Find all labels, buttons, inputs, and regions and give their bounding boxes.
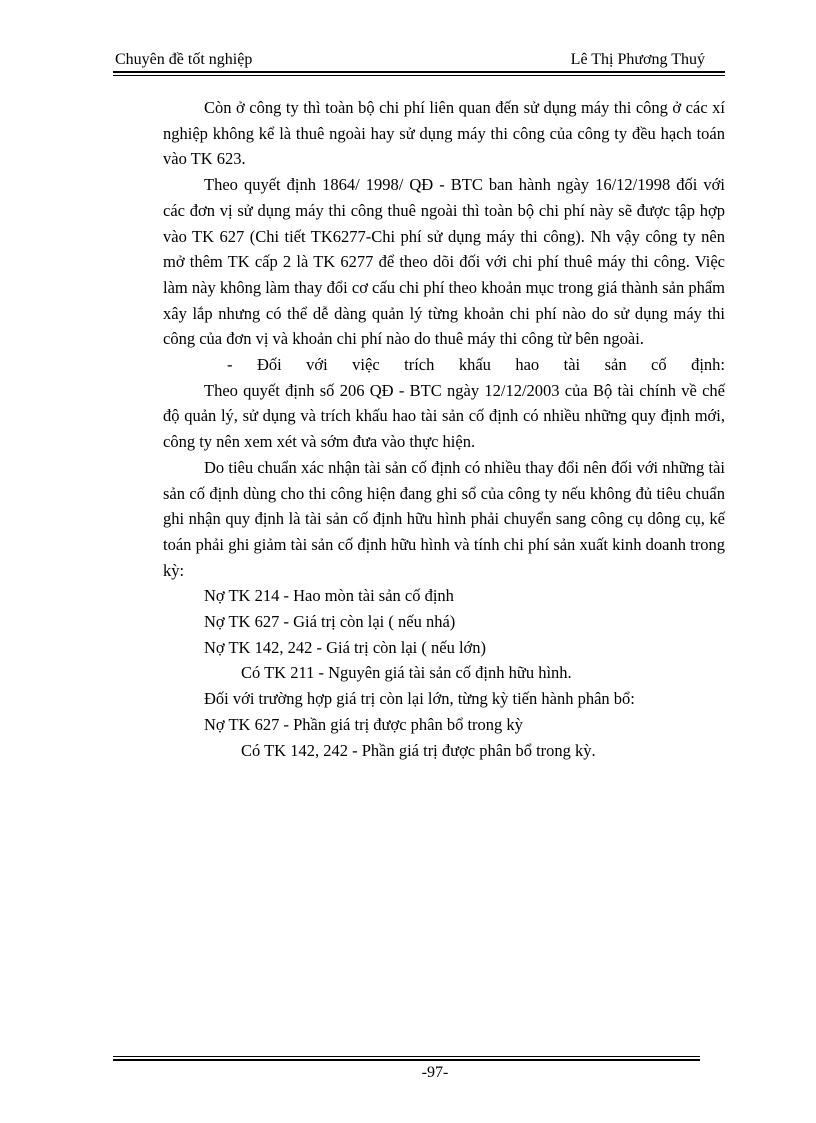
paragraph-machine-costs: Còn ở công ty thì toàn bộ chi phí liên quan đến sử dụng máy thi công ở các xí nghiệp không kể là thuê ngoài hay sử dụng máy thi công của công ty đều hạch toán vào TK 623. — [163, 98, 725, 169]
entry-debit-142-242: Nợ TK 142, 242 - Giá trị còn lại ( nếu lớn) — [204, 637, 487, 657]
page-body — [163, 95, 725, 763]
footer-rule-thick — [113, 1059, 700, 1061]
header-author-name: Lê Thị Phương Thuý — [570, 51, 705, 68]
page-header — [113, 48, 725, 72]
entry-credit-211: Có TK 211 - Nguyên giá tài sản cố định hữu hình. — [241, 663, 572, 683]
header-rule-thin — [113, 75, 725, 76]
footer-rule-thin — [113, 1056, 700, 1057]
entry-debit-627-allocation: Nợ TK 627 - Phần giá trị được phân bổ trong kỳ — [204, 714, 523, 734]
entry-allocation-note: Đối với trường hợp giá trị còn lại lớn, từng kỳ tiến hành phân bổ: — [204, 689, 635, 709]
paragraph-decision-206: Theo quyết định số 206 QĐ - BTC ngày 12/12/2003 của Bộ tài chính về chế độ quản lý, sử dụng và trích khấu hao tài sản cố định có nhiều những quy định mới, công ty nên xem xét và sớm đưa vào thực hiện. — [163, 380, 725, 452]
entry-debit-214: Nợ TK 214 - Hao mòn tài sản cố định — [204, 586, 454, 606]
paragraph-decision-1864: Theo quyết định 1864/ 1998/ QĐ - BTC ban hành ngày 16/12/1998 đối với các đơn vị sử dụng máy thi công thuê ngoài thì toàn bộ chi phí này sẽ được tập hợp vào TK 627 (Chi tiết TK6277-Chi phí sử dụng máy thi công). Nh vậy công ty nên mở thêm TK cấp 2 là TK 6277 để theo dõi đối với chi phí thuê máy thi công. Việc làm này không làm thay đổi cơ cấu chi phí theo khoản mục trong giá thành sản phẩm xây lắp nhưng có thể dễ dàng quản lý từng khoản chi phí nào do sử dụng máy thi công của đơn vị và khoản chi phí nào do thuê máy thi công từ bên ngoài. — [163, 175, 725, 349]
paragraph-fixed-asset-criteria: Do tiêu chuẩn xác nhận tài sản cố định có nhiều thay đổi nên đối với những tài sản cố định dùng cho thi công hiện đang ghi sổ của công ty nếu không đủ tiêu chuẩn ghi nhận quy định là tài sản cố định hữu hình phải chuyển sang công cụ dông cụ, kế toán phải ghi giảm tài sản cố định hữu hình và tính chi phí sản xuất kinh doanh trong kỳ: — [163, 457, 725, 580]
page-number: -97- — [421, 1064, 449, 1081]
header-document-title: Chuyên đề tốt nghiệp — [115, 51, 253, 68]
entry-credit-142-242-allocation: Có TK 142, 242 - Phần giá trị được phân bổ trong kỳ. — [241, 740, 596, 760]
entry-debit-627: Nợ TK 627 - Giá trị còn lại ( nếu nhá) — [204, 612, 456, 632]
bullet-depreciation: - Đối với việc trích khấu hao tài sản cố định: — [227, 355, 725, 375]
header-rule-thick — [113, 71, 725, 73]
